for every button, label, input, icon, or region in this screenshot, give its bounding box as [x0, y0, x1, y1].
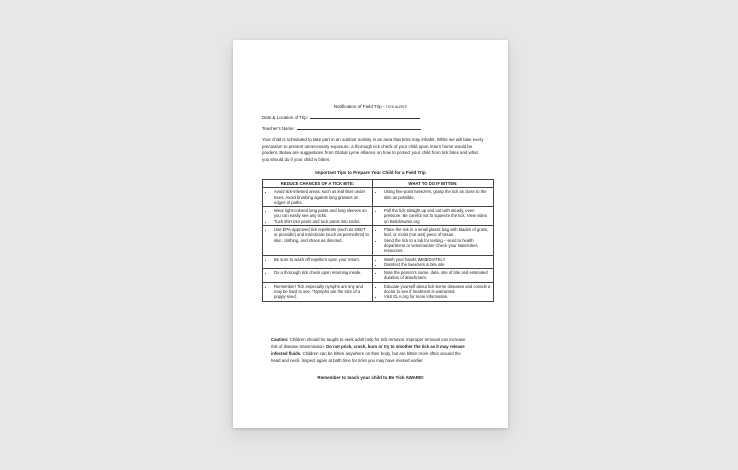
caution-paragraph: Caution: Children should be taught to seek adult help for tick removal. Improper removal can increase risk of disease transmission. Do not prick, crush, burn or try to smother the tick as it may release infected fluids. Children can be bitten anywhere on their body, but are bitten more often around the head and neck. Inspect again at bath time for ticks you may have missed earlier. — [271, 337, 466, 363]
header-what-to-do: WHAT TO DO IF BITTEN: — [373, 180, 494, 188]
list-item: • Avoid tick-infested areas, such as leaf litter under trees. Avoid brushing against long grasses on edges of paths. — [274, 189, 370, 205]
list-item: • Visit GLA.org for more information. — [384, 294, 491, 299]
header-reduce-chances: REDUCE CHANCES OF A TICK BITE: — [263, 180, 373, 188]
list-item: • Place the tick in a small plastic bag with blades of grass, leaf, or moist (not wet) piece of tissue. — [384, 227, 491, 238]
table-row — [263, 207, 494, 226]
reduce-cell — [263, 207, 373, 226]
list-item: • Wash your hands IMMEDIATELY — [384, 257, 491, 262]
list-item: • Note the person's name, date, site of bite and estimated duration of attachment. — [384, 270, 491, 281]
bitten-cell — [373, 255, 494, 269]
bitten-cell — [373, 282, 494, 301]
caution-label: Caution: — [271, 337, 289, 342]
table-row — [263, 282, 494, 301]
reduce-cell — [263, 255, 373, 269]
bitten-cell — [373, 269, 494, 283]
reduce-cell — [263, 188, 373, 207]
bitten-cell — [373, 188, 494, 207]
reduce-cell — [263, 282, 373, 301]
table-row — [263, 255, 494, 269]
teacher-name-field: Teacher's Name: — [262, 126, 421, 131]
intro-paragraph: Your child is scheduled to take part in an outdoor activity in an area that ticks may inhabit. While we will take every precaution to prevent unnecessary exposure, a thorough tick check of your child upon return home would be prudent. Below are suggestions from Global Lyme Alliance on how to protect your child from tick bites and what you should do if your child is bitten. — [262, 137, 484, 162]
list-item: • Using fine-point tweezers, grasp the tick as close to the skin as possible. — [384, 189, 491, 200]
list-item: • Wear light-colored long pants and long sleeves so you can easily see any ticks. — [274, 208, 370, 219]
date-location-blank — [310, 115, 420, 119]
reduce-cell — [263, 226, 373, 255]
caution-warning: Do not prick, crush, burn or try to smother the tick as it may release infected fluids. — [271, 344, 465, 356]
remember-footer: Remember to teach your child to Be Tick AWARE! — [317, 375, 424, 380]
list-item: • Use EPA-approved tick repellents (such as DEET or picaridin) and insecticide (such as permethrin) to skin, clothing, and shoes as directed. — [274, 227, 370, 243]
list-item: • Do a thorough tick check upon returning inside. — [274, 270, 370, 275]
bitten-cell — [373, 207, 494, 226]
date-location-field: Date & Location of Trip: — [262, 115, 420, 120]
list-item: • Disinfect the tweezers & bite site — [384, 262, 491, 267]
list-item: • Be sure to wash off repellent upon your return. — [274, 257, 370, 262]
document-page — [233, 40, 508, 428]
tick-alert-label: TICK ALERT! — [385, 105, 408, 109]
list-item: • Send the tick to a lab for testing – send to health department or veterinarian/ Check your state/cities resources. — [384, 238, 491, 254]
teacher-name-blank — [297, 126, 421, 130]
list-item: • Tuck shirt into pants and tuck pants into socks. — [274, 219, 370, 224]
tips-heading: Important Tips to Prepare Your Child for a Field Trip — [315, 170, 426, 175]
list-item: • Pull the tick straight up and out with steady, even pressure. Be careful not to squeeze the tick. View video on Beticksware.org — [384, 208, 491, 224]
bitten-cell — [373, 226, 494, 255]
list-item: • Educate yourself about tick-borne diseases and consult a doctor to see if treatment is warranted. — [384, 284, 491, 295]
table-row — [263, 188, 494, 207]
table-row — [263, 226, 494, 255]
document-title: Notification of Field Trip - TICK ALERT! — [333, 104, 408, 109]
list-item: • Remember! Tick especially nymphs are tiny and may be hard to see. *Nymphs are the size of a poppy seed. — [274, 284, 370, 300]
table-row — [263, 269, 494, 283]
tips-table — [262, 179, 494, 302]
reduce-cell — [263, 269, 373, 283]
